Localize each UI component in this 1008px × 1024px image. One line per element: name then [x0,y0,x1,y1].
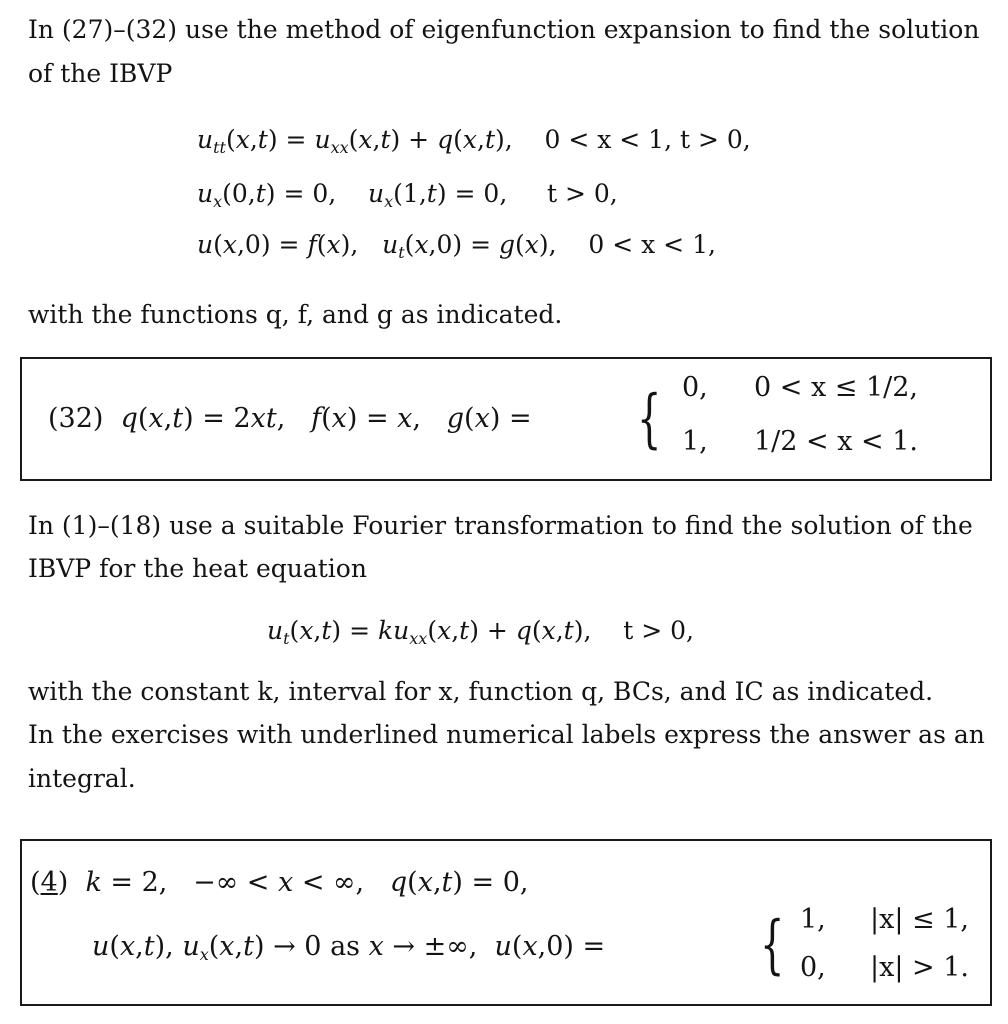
exercise-4-case-2-condition: |x| > 1. [870,952,969,983]
heat-equation: $u_t(x,t) = ku_{xx}(x,t) + q(x,t)$, t > 0, [267,616,694,648]
exercise-32-case-1-value: 0, [682,372,708,403]
boundary-condition-range: t > 0, [547,179,618,208]
exercise-32-label: (32) [48,403,104,434]
exercise-32-case-1-condition: 0 < x ≤ 1/2, [754,372,919,403]
intro-2-line-2: IBVP for the heat equation [28,554,367,583]
intro-line-1: In (27)–(32) use the method of eigenfunction expansion to find the solution [28,15,980,44]
initial-condition-range: 0 < x < 1, [588,230,716,259]
exercise-32-formula: (32) q(x,t) = 2xt, f(x) = x, g(x) = [48,403,532,434]
exercise-4-box [20,839,992,1006]
heat-equation-condition: t > 0, [623,616,694,645]
exercise-32-case-2-value: 1, [682,426,708,457]
exercise-4-brace: { [760,908,785,982]
exercise-4-line-2: u(x,t), $u_x(x,t) \to 0$ as x → ±∞, u(x,0) = [92,931,606,964]
intro-paragraph-1-end: with the functions q, f, and g as indicated. [28,300,563,329]
wave-equation-condition: 0 < x < 1, t > 0, [544,125,751,154]
exercise-32-brace: { [637,382,662,456]
exercise-4-label: 4 [40,867,58,898]
intro-2-end-line-1: with the constant k, interval for x, function q, BCs, and IC as indicated. [28,677,934,706]
intro-line-2: of the IBVP [28,59,173,88]
intro-2-end-line-2: In the exercises with underlined numerical labels express the answer as an [28,720,985,749]
exercise-4-line-1: (4) k = 2, −∞ < x < ∞, q(x,t) = 0, [30,867,529,898]
boundary-conditions: $u_x(0,t) = 0$, $u_x(1,t) = 0$, t > 0, [197,179,618,211]
exercise-4-case-1-condition: |x| ≤ 1, [870,904,969,935]
intro-2-end-line-3: integral. [28,764,136,793]
exercise-4-case-2-value: 0, [800,952,826,983]
intro-2-line-1: In (1)–(18) use a suitable Fourier transformation to find the solution of the [28,511,973,540]
exercise-4-case-1-value: 1, [800,904,826,935]
exercise-32-box [20,357,992,481]
wave-equation: $u_{tt}(x,t) = u_{xx}(x,t) + q(x,t)$, 0 < x < 1, t > 0, [197,125,751,157]
initial-conditions: u(x,0) = f(x), $u_t(x,0) = g(x)$, 0 < x < 1, [197,230,716,262]
exercise-32-case-2-condition: 1/2 < x < 1. [754,426,919,457]
